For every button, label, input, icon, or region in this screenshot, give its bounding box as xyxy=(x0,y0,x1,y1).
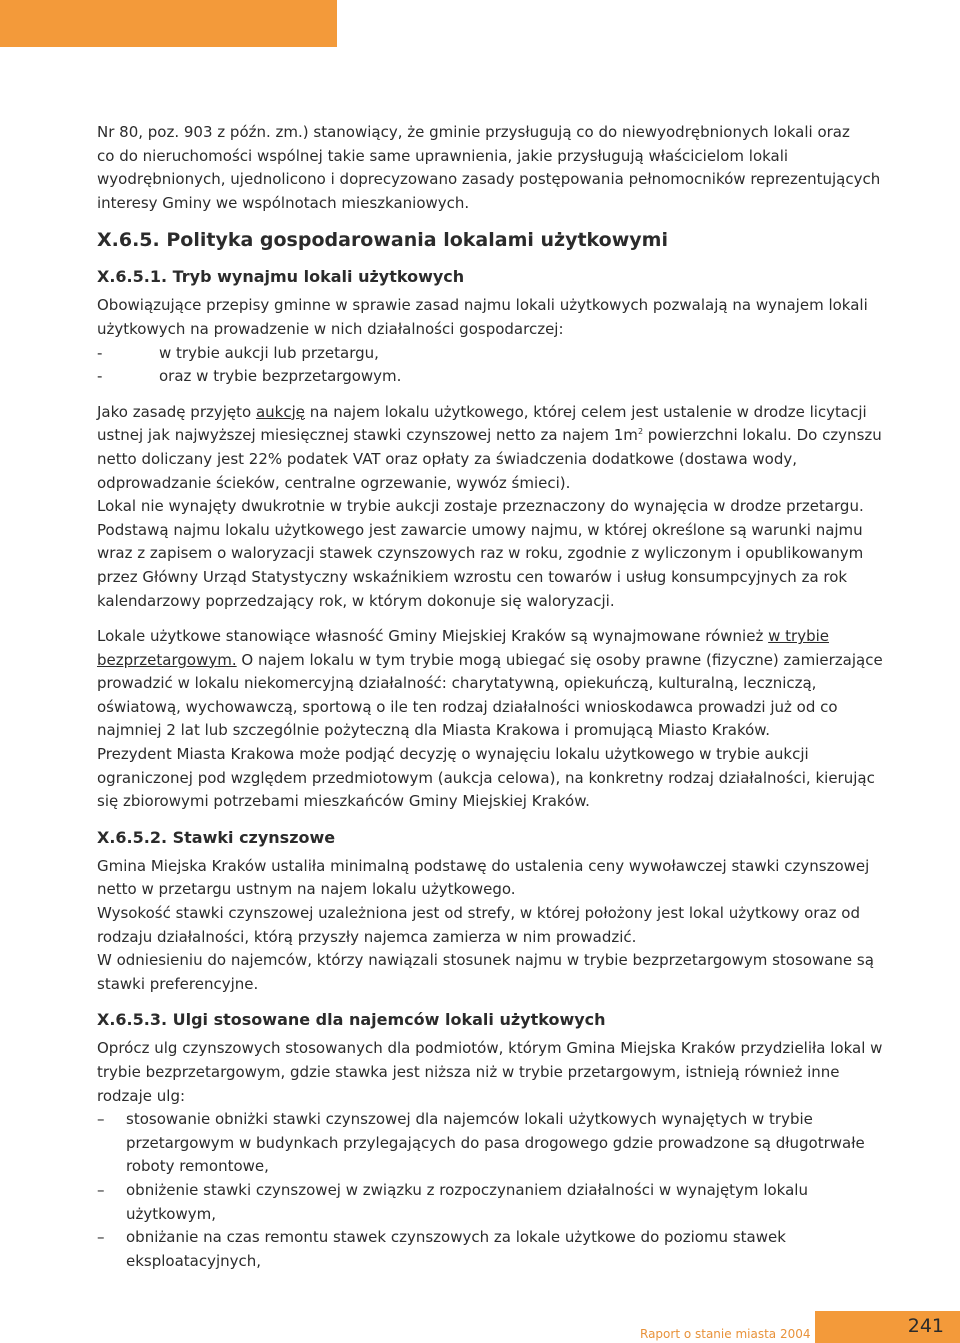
bullet-item xyxy=(97,1108,897,1179)
bullet-marker: – xyxy=(97,1110,105,1129)
section-heading: X.6.5. Polityka gospodarowania lokalami użytkowymi xyxy=(97,229,668,252)
paragraph: Prezydent Miasta Krakowa może podjąć decyzję o wynajęciu lokalu użytkowego w trybie aukcji ograniczonej pod względem przedmiotowym (aukcja celowa), na konkretny rodzaj działalności, kierując się zbiorowymi potrzebami mieszkańców Gminy Miejskiej Kraków. xyxy=(97,745,875,811)
list-item-text: w trybie aukcji lub przetargu, xyxy=(159,343,379,362)
paragraph: W odniesieniu do najemców, którzy nawiązali stosunek najmu w trybie bezprzetargowym stosowane są stawki preferencyjne. xyxy=(97,951,874,993)
list-item-text: oraz w trybie bezprzetargowym. xyxy=(159,367,402,386)
paragraph: Podstawą najmu lokalu użytkowego jest zawarcie umowy najmu, w której określone są warunki najmu wraz z zapisem o waloryzacji stawek czynszowych raz w roku, zgodnie z wyliczonym i opublikowanym przez Główny Urząd Statystyczny wskaźnikiem wzrostu cen towarów i usług konsumpcyjnych za rok kalendarzowy poprzedzający rok, w którym dokonuje się waloryzacji. xyxy=(97,520,864,610)
text-span: Jako zasadę przyjęto xyxy=(97,402,256,421)
subsection-heading-2: X.6.5.2. Stawki czynszowe xyxy=(97,827,336,847)
bullet-item xyxy=(97,1179,897,1226)
intro-line: Nr 80, poz. 903 z późn. zm.) stanowiący, że gminie przysługują co do niewyodrębnionych lokali oraz xyxy=(97,123,850,141)
text-span: na najem lokalu użytkowego, której celem jest ustalenie w drodze licytacji ustnej jak najwyższej miesięcznej stawki czynszowej netto za najem 1m xyxy=(97,402,867,445)
underlined-term: w trybie bezprzetargowym. xyxy=(97,627,829,669)
bullet-marker: – xyxy=(97,1228,105,1247)
list-item xyxy=(97,365,897,389)
page-number: 241 xyxy=(907,1315,944,1337)
paragraph: Obowiązujące przepisy gminne w sprawie zasad najmu lokali użytkowych pozwalają na wynajem lokali użytkowych na prowadzenie w nich działalności gospodarczej: xyxy=(97,296,868,338)
paragraph xyxy=(97,401,897,495)
paragraph: Oprócz ulg czynszowych stosowanych dla podmiotów, którym Gmina Miejska Kraków przydzieliła lokal w trybie bezprzetargowym, gdzie stawka jest niższa niż w trybie przetargowym, istnieją również inne rodzaje ulg: xyxy=(97,1039,883,1105)
page-content xyxy=(97,121,897,1273)
subsection-heading-1: X.6.5.1. Tryb wynajmu lokali użytkowych xyxy=(97,267,465,287)
underlined-term: aukcję xyxy=(255,402,305,421)
intro-line: wyodrębnionych, ujednolicono i doprecyzowano zasady postępowania pełnomocników reprezentujących xyxy=(97,170,881,189)
bullet-text: obniżenie stawki czynszowej w związku z rozpoczynaniem działalności w wynajętym lokalu użytkowym, xyxy=(126,1180,808,1223)
paragraph: Gmina Miejska Kraków ustaliła minimalną podstawę do ustalenia ceny wywoławczej stawki czynszowej netto w przetargu ustnym na najem lokalu użytkowego. xyxy=(97,856,870,899)
bullet-text: stosowanie obniżki stawki czynszowej dla najemców lokali użytkowych wynajętych w trybie przetargowym w budynkach przylegających do pasa drogowego gdzie prowadzone są długotrwałe roboty remontowe, xyxy=(126,1110,865,1176)
paragraph: Lokal nie wynajęty dwukrotnie w trybie aukcji zostaje przeznaczony do wynajęcia w drodze przetargu. xyxy=(97,497,864,516)
subsection-heading-3: X.6.5.3. Ulgi stosowane dla najemców lokali użytkowych xyxy=(97,1010,606,1030)
footer-report-title: Raport o stanie miasta 2004 xyxy=(640,1327,811,1341)
text-span: Lokale użytkowe stanowiące własność Gminy Miejskiej Kraków są wynajmowane również xyxy=(97,627,769,646)
paragraph xyxy=(97,625,897,743)
text-span: powierzchni lokalu. Do czynszu netto doliczany jest 22% podatek VAT oraz opłaty za świadczenia dodatkowe (dostawa wody, odprowadzanie ścieków, centralne ogrzewanie, wywóz śmieci). xyxy=(97,426,882,492)
intro-line: interesy Gminy we wspólnotach mieszkaniowych. xyxy=(97,193,470,212)
bullet-item xyxy=(97,1226,897,1273)
dash-marker: - xyxy=(97,367,103,386)
dash-marker: - xyxy=(97,343,103,362)
superscript: 2 xyxy=(637,427,644,437)
paragraph: Wysokość stawki czynszowej uzależniona jest od strefy, w której położony jest lokal użytkowy oraz od rodzaju działalności, którą przyszły najemca zamierza w nim prowadzić. xyxy=(97,904,860,946)
intro-line: co do nieruchomości wspólnej takie same uprawnienia, jakie przysługują właścicielom lokali xyxy=(97,146,789,165)
bullet-text: obniżanie na czas remontu stawek czynszowych za lokale użytkowe do poziomu stawek eksploatacyjnych, xyxy=(126,1228,786,1270)
list-item xyxy=(97,342,897,366)
text-span: O najem lokalu w tym trybie mogą ubiegać się osoby prawne (fizyczne) zamierzające prowadzić w lokalu niekomercyjną działalność: charytatywną, opiekuńczą, kulturalną, leczniczą, oświatową, wychowawczą, sportową o ile ten rodzaj działalności wnioskodawca prowadzi już od co najmniej 2 lat lub szczególnie pożyteczną dla Miasta Krakowa i promującą Miasto Kraków. xyxy=(97,650,883,740)
bullet-marker: – xyxy=(97,1180,105,1199)
page-number-box xyxy=(815,1311,960,1343)
top-accent-bar xyxy=(0,0,337,47)
